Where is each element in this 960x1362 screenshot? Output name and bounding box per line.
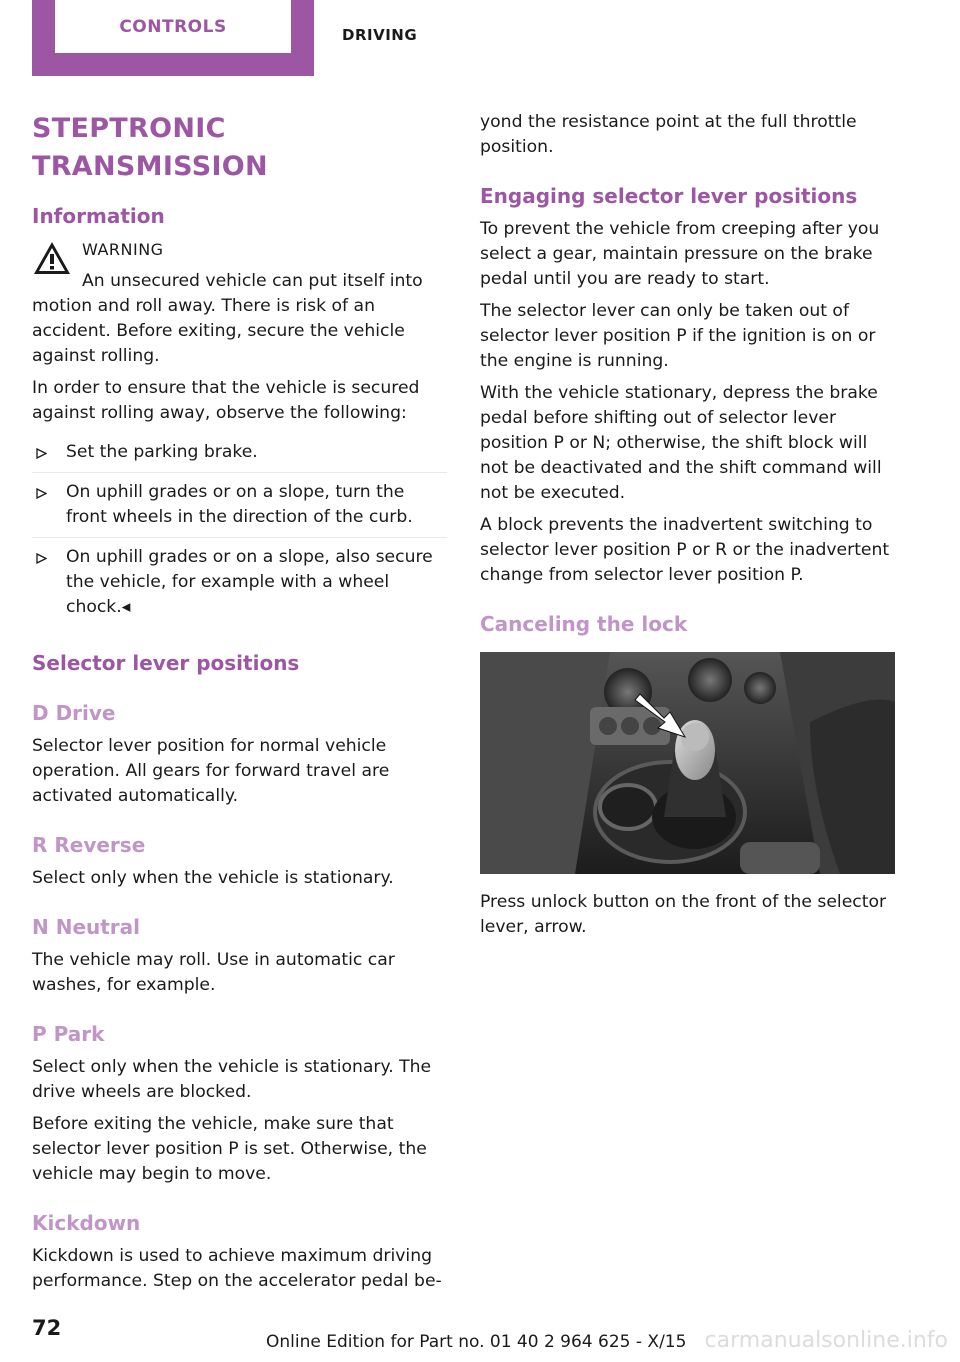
park-text-1: Select only when the vehicle is stationary. The drive wheels are blocked. (32, 1057, 432, 1102)
drive-text: Selector lever position for normal vehicle operation. All gears for forward travel are activated automatically. (32, 736, 390, 806)
page-number: 72 (32, 1316, 62, 1340)
engaging-text-4: A block prevents the inadvertent switching to selector lever position P or R or the inadvertent change from selector lever position P. (480, 515, 890, 585)
right-column (480, 110, 895, 940)
photo-caption: Press unlock button on the front of the selector lever, arrow. (480, 892, 887, 937)
edition-footer: Online Edition for Part no. 01 40 2 964 625 - X/15 (266, 1332, 687, 1352)
drive-heading: D Drive (32, 701, 116, 725)
engaging-text-2: The selector lever can only be taken out of selector lever position P if the ignition is on or the engine is running. (480, 301, 876, 371)
engaging-text-3: With the vehicle stationary, depress the brake pedal before shifting out of selector lever position P or N; otherwise, the shift block will not be deactivated and the shift command will not be executed. (480, 383, 882, 503)
warning-text: An unsecured vehicle can put itself into motion and roll away. There is risk of an accident. Before exiting, secure the vehicle against rolling. (32, 271, 423, 366)
reverse-heading: R Reverse (32, 833, 146, 857)
reverse-text: Select only when the vehicle is stationary. (32, 868, 394, 888)
park-heading: P Park (32, 1022, 105, 1046)
triangle-bullet-icon (36, 488, 47, 499)
selector-lever-illustration (480, 652, 895, 874)
selector-lever-photo (480, 652, 895, 874)
kickdown-heading: Kickdown (32, 1211, 141, 1235)
safety-list (32, 433, 447, 627)
ensure-text: In order to ensure that the vehicle is secured against rolling away, observe the following: (32, 378, 420, 423)
list-item: On uphill grades or on a slope, also secure the vehicle, for example with a wheel chock.◂ (32, 538, 447, 627)
engaging-heading: Engaging selector lever positions (480, 184, 858, 208)
warning-block (32, 238, 447, 262)
page-title: STEPTRONIC TRANSMISSION (32, 113, 268, 182)
kickdown-text: Kickdown is used to achieve maximum driving performance. Step on the accelerator pedal be- (32, 1246, 442, 1291)
neutral-text: The vehicle may roll. Use in automatic car washes, for example. (32, 950, 395, 995)
park-text-2: Before exiting the vehicle, make sure that selector lever position P is set. Otherwise, the vehicle may begin to move. (32, 1114, 427, 1184)
information-heading: Information (32, 204, 165, 228)
neutral-heading: N Neutral (32, 915, 141, 939)
continued-text: yond the resistance point at the full throttle position. (480, 112, 857, 157)
tab-controls[interactable] (32, 0, 314, 76)
positions-heading: Selector lever positions (32, 651, 300, 675)
cancel-heading: Canceling the lock (480, 612, 688, 636)
tab-controls-label: CONTROLS (55, 0, 291, 53)
header-tabbar (0, 0, 960, 80)
warning-label: WARNING (82, 240, 164, 259)
triangle-bullet-icon (36, 553, 47, 564)
list-item: On uphill grades or on a slope, turn the front wheels in the direction of the curb. (32, 473, 447, 538)
list-item: Set the parking brake. (32, 433, 447, 473)
watermark: carmanualsonline.info (704, 1328, 948, 1353)
left-column (32, 110, 447, 1294)
triangle-bullet-icon (36, 448, 47, 459)
engaging-text-1: To prevent the vehicle from creeping after you select a gear, maintain pressure on the brake pedal until you are ready to start. (480, 219, 880, 289)
warning-icon (32, 240, 72, 276)
tab-driving[interactable]: DRIVING (342, 26, 418, 44)
